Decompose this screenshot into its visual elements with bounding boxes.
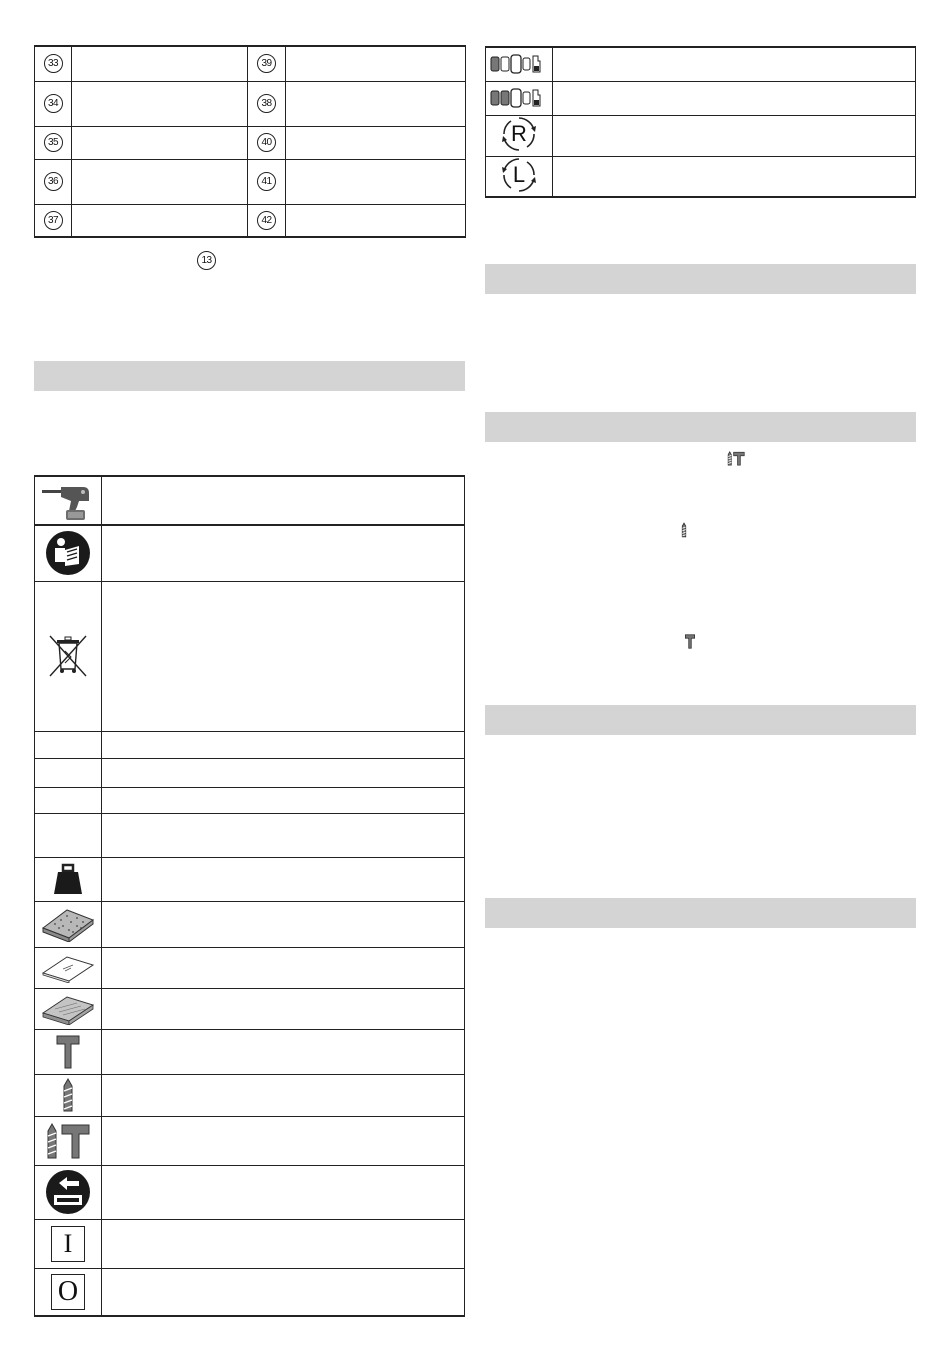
symbol-cell [35,1116,102,1165]
section-heading-bar [485,898,916,928]
part-name-cell [72,46,248,81]
read-manual-icon [35,530,101,576]
symbol-cell [35,731,102,758]
symbol-row [35,813,465,857]
remove-battery-icon [35,1169,101,1215]
symbol-description [102,758,465,787]
section-heading-bar [34,361,465,391]
symbol-description [102,1165,465,1219]
symbol-cell [35,1268,102,1316]
symbol-description [102,813,465,857]
part-number: 34 [44,94,63,113]
symbol-description [102,525,465,581]
symbol-row [35,581,465,731]
symbol-cell [35,857,102,901]
part-number: 33 [44,54,63,73]
symbol-cell [35,787,102,813]
part-number: 35 [44,133,63,152]
section-heading-bar [485,264,916,294]
symbol-row [35,1116,465,1165]
symbol-description [102,901,465,947]
rotation-left-letter: L [512,161,526,187]
metal-plate-icon [35,993,101,1025]
part-number: 37 [44,211,63,230]
symbol-cell [35,581,102,731]
part-number: 39 [257,54,276,73]
symbol-description [102,1268,465,1316]
part-name-cell [286,159,466,204]
hammer-mode-icon [685,634,695,652]
symbol-row [35,857,465,901]
symbol-cell [35,901,102,947]
concrete-block-icon [35,906,101,942]
indicator-cell [486,81,553,115]
indicator-description [553,81,916,115]
symbol-description [102,731,465,758]
hammer-drill-mode-icon [727,451,745,469]
drill-bit-icon [681,522,687,541]
part-name-cell [286,126,466,159]
symbol-cell [35,525,102,581]
part-name-cell [72,159,248,204]
symbol-row [35,1074,465,1116]
symbol-row [35,476,465,525]
symbol-description [102,581,465,731]
symbol-description [102,1219,465,1268]
hammer-mode-icon [35,1034,101,1070]
symbol-row [35,1165,465,1219]
part-number: 42 [257,211,276,230]
inline-reference-number: 13 [197,251,216,270]
symbol-cell [35,947,102,988]
symbol-cell [35,1074,102,1116]
symbol-cell [35,1029,102,1074]
indicator-row [486,156,916,197]
indicator-description [553,115,916,156]
part-name-cell [72,126,248,159]
parts-row [35,126,466,159]
drill-bit-icon [35,1078,101,1112]
indicator-description [553,156,916,197]
symbol-description [102,988,465,1029]
symbol-row [35,1029,465,1074]
indicator-row [486,81,916,115]
rotation-left-icon [501,157,537,193]
symbol-description [102,1074,465,1116]
part-number: 40 [257,133,276,152]
indicator-description [553,47,916,81]
symbol-row [35,947,465,988]
weight-icon [35,862,101,896]
battery-level-icon [486,54,552,74]
symbol-cell [35,988,102,1029]
wood-board-icon [35,953,101,983]
symbol-cell [35,1219,102,1268]
section-heading-bar [485,705,916,735]
hammer-drill-mode-icon [35,1122,101,1160]
section-heading-bar [485,412,916,442]
rotation-right-icon [501,116,537,152]
indicator-cell [486,115,553,156]
part-name-cell [72,81,248,126]
symbol-description [102,1116,465,1165]
crossed-bin-icon [35,633,101,679]
symbol-description [102,947,465,988]
symbol-row [35,901,465,947]
part-name-cell [72,204,248,237]
part-name-cell [286,204,466,237]
part-name-cell [286,46,466,81]
symbol-row [35,988,465,1029]
parts-row [35,159,466,204]
switch-on-icon: I [51,1226,85,1262]
indicator-cell [486,47,553,81]
part-number: 38 [257,94,276,113]
symbol-row [35,1268,465,1316]
symbol-cell [35,476,102,525]
indicator-row [486,47,916,81]
symbol-cell [35,813,102,857]
parts-table [34,45,466,238]
symbol-row [35,1219,465,1268]
symbol-row [35,525,465,581]
symbol-description [102,857,465,901]
part-number: 41 [257,172,276,191]
symbol-row [35,787,465,813]
part-number: 36 [44,172,63,191]
switch-off-icon: O [51,1274,85,1310]
symbol-description [102,476,465,525]
drill-tool-icon [35,481,101,521]
parts-row [35,81,466,126]
indicator-row [486,115,916,156]
symbols-table [34,475,465,1317]
parts-row [35,204,466,237]
battery-level-icon [486,88,552,108]
parts-row [35,46,466,81]
indicator-table [485,46,916,198]
symbol-row [35,731,465,758]
symbol-description [102,1029,465,1074]
part-name-cell [286,81,466,126]
symbol-cell [35,758,102,787]
rotation-right-letter: R [511,121,527,146]
symbol-cell [35,1165,102,1219]
symbol-description [102,787,465,813]
indicator-cell [486,156,553,197]
symbol-row [35,758,465,787]
